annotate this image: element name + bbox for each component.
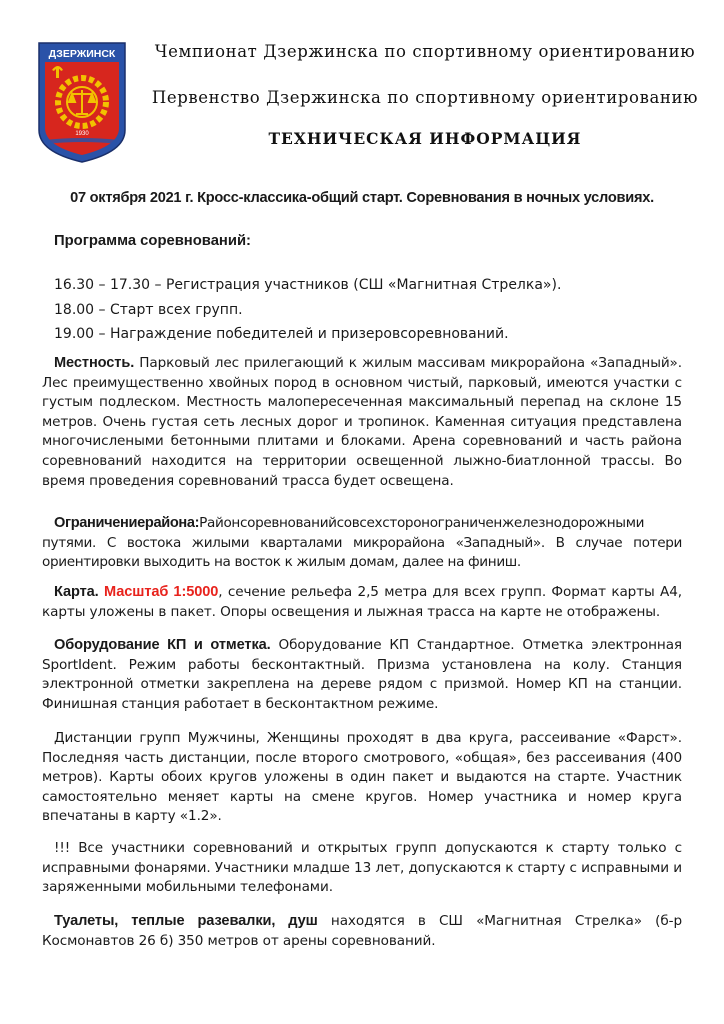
area-limits-paragraph (42, 514, 682, 573)
schedule-item: 16.30 – 17.30 – Регистрация участников (СШ «Магнитная Стрелка»). (54, 277, 562, 293)
technical-info-title: ТЕХНИЧЕСКАЯ ИНФОРМАЦИЯ (268, 129, 582, 148)
facilities-label: Туалеты, теплые разевалки, душ (54, 913, 318, 929)
city-emblem (36, 40, 128, 164)
facilities-text: находятся в СШ «Магнитная Стрелка» (б-р Космонавтов 26 б) 350 метров от арены соревнований. (42, 913, 682, 949)
terrain-text: Парковый лес прилегающий к жилым массивам микрорайона «Западный». Лес преимущественно хвойных пород в основном чистый, парковый, имеются участки с густым подлеском. Местность малопересеченная максимальный перепад на склоне 15 метров. Очень густая сеть лесных дорог и тропинок. Каменная ситуация представлена многочислеными бетонными плитами и блоками. Арена соревнований и часть района соревнований находится на территории освещенной лыжно-биатлонной трассы. Во время проведения соревнований трасса будет освещена. (42, 355, 682, 489)
equipment-text: Оборудование КП Стандартное. Отметка электронная SportIdent. Режим работы бесконтактный. Призма установлена на колу. Станция электронной отметки закреплена на дереве рядом с призмой. Номер КП на станции. Финишная станция работает в бесконтактном режиме. (42, 637, 683, 712)
area-limits-label: Ограничениерайона: (54, 515, 200, 531)
junior-championship-title: Первенство Дзержинска по спортивному ориентированию (151, 88, 699, 107)
emblem-year: 1930 (75, 131, 89, 137)
championship-title: Чемпионат Дзержинска по спортивному ориентированию (154, 42, 696, 61)
facilities-paragraph (42, 912, 682, 951)
terrain-paragraph (42, 354, 682, 491)
program-schedule (54, 275, 561, 349)
map-paragraph (42, 583, 682, 622)
schedule-item: 18.00 – Старт всех групп. (54, 301, 243, 318)
safety-notice-paragraph: !!! Все участники соревнований и открытых групп допускаются к старту только с исправными фонарями. Участники младше 13 лет, допускаются к старту с исправными и заряженными мобильными телефонами. (42, 840, 682, 896)
equipment-paragraph (42, 636, 682, 714)
terrain-label: Местность. (54, 355, 135, 371)
map-text: , сечение рельефа 2,5 метра для всех групп. Формат карты А4, карты уложены в пакет. Опоры освещения и лыжная трасса на карте не отображены. (42, 584, 682, 620)
distances-paragraph: Дистанции групп Мужчины, Женщины проходят в два круга, рассеивание «Фарст». Последняя часть дистанции, после второго смотрового, «общая», без рассеивания (400 метров). Карты обоих кругов уложены в один пакет и выдаются на старте. Участник самостоятельно меняет карты на смене кругов. Номер участника и номер круга впечатаны в карту «1.2». (42, 730, 682, 825)
map-label: Карта. (54, 584, 99, 600)
equipment-label: Оборудование КП и отметка. (54, 637, 271, 653)
program-title: Программа соревнований: (54, 233, 251, 249)
schedule-item: 19.00 – Награждение победителей и призеровсоревнований. (54, 326, 509, 342)
emblem-text: ДЗЕРЖИНСК (48, 48, 116, 60)
map-scale: Масштаб 1:5000 (104, 584, 219, 600)
event-date-line: 07 октября 2021 г. Кросс-классика-общий старт. Соревнования в ночных условиях. (70, 190, 654, 206)
area-limits-text: Районсоревнованийсовсехсторонограниченжелезнодорожными путями. С востока жилыми кварталами микрорайона «Западный». В случае потери ориентировки выходить на восток к жилым домам, далее на финиш. (42, 515, 682, 571)
